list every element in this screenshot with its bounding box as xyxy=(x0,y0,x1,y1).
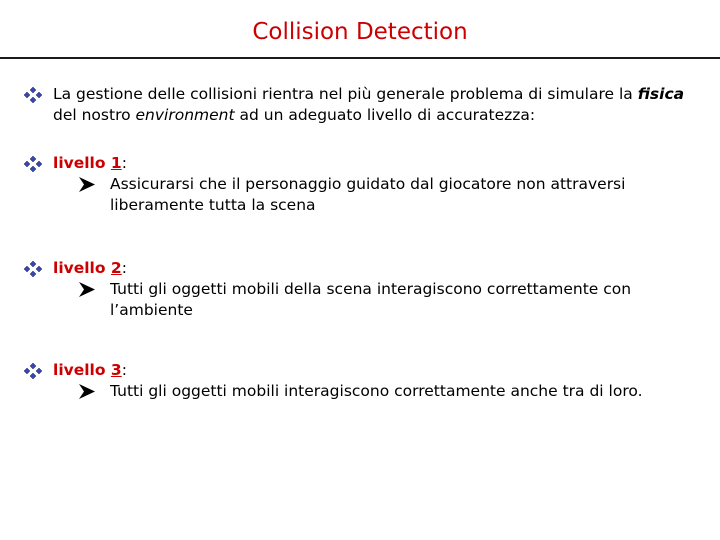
four-diamond-bullet-icon xyxy=(24,156,42,172)
keyword-fisica: fisica xyxy=(637,85,685,103)
four-diamond-bullet-icon xyxy=(24,261,42,277)
level-1-bullet xyxy=(24,153,704,216)
level-2-detail xyxy=(79,279,704,321)
level-3-bullet xyxy=(24,360,704,402)
level-2-label: livello xyxy=(53,259,111,277)
intro-text-part3: ad un adeguato livello di accuratezza: xyxy=(234,106,536,124)
four-diamond-bullet-icon xyxy=(24,363,42,379)
intro-text xyxy=(53,84,704,126)
four-diamond-bullet-icon xyxy=(24,87,42,103)
level-3-heading xyxy=(53,360,704,381)
arrow-bullet-icon xyxy=(79,177,95,192)
level-2-detail-text: Tutti gli oggetti mobili della scena interagiscono correttamente con l’ambiente xyxy=(110,280,632,319)
slide-title: Collision Detection xyxy=(252,19,468,45)
level-2-heading xyxy=(53,258,704,279)
level-1-detail-text: Assicurarsi che il personaggio guidato dal giocatore non attraversi liberamente tutta la scena xyxy=(110,175,626,214)
level-3-label: livello xyxy=(53,361,111,379)
level-1-colon: : xyxy=(121,154,127,172)
intro-text-part1: La gestione delle collisioni rientra nel più generale problema di simulare la xyxy=(53,85,638,103)
level-2-number: 2 xyxy=(110,259,122,277)
level-3-colon: : xyxy=(121,361,127,379)
level-2-colon: : xyxy=(121,259,127,277)
arrow-bullet-icon xyxy=(79,282,95,297)
arrow-bullet-icon xyxy=(79,384,95,399)
level-1-detail xyxy=(79,174,704,216)
keyword-environment: environment xyxy=(135,106,235,124)
intro-bullet xyxy=(24,84,704,126)
level-1-number: 1 xyxy=(110,154,122,172)
level-2-bullet xyxy=(24,258,704,321)
level-3-number: 3 xyxy=(110,361,122,379)
level-1-heading xyxy=(53,153,704,174)
title-divider xyxy=(0,57,720,59)
intro-text-part2: del nostro xyxy=(53,106,136,124)
level-3-detail-text: Tutti gli oggetti mobili interagiscono correttamente anche tra di loro. xyxy=(110,382,643,400)
level-1-label: livello xyxy=(53,154,111,172)
level-3-detail xyxy=(79,381,704,402)
